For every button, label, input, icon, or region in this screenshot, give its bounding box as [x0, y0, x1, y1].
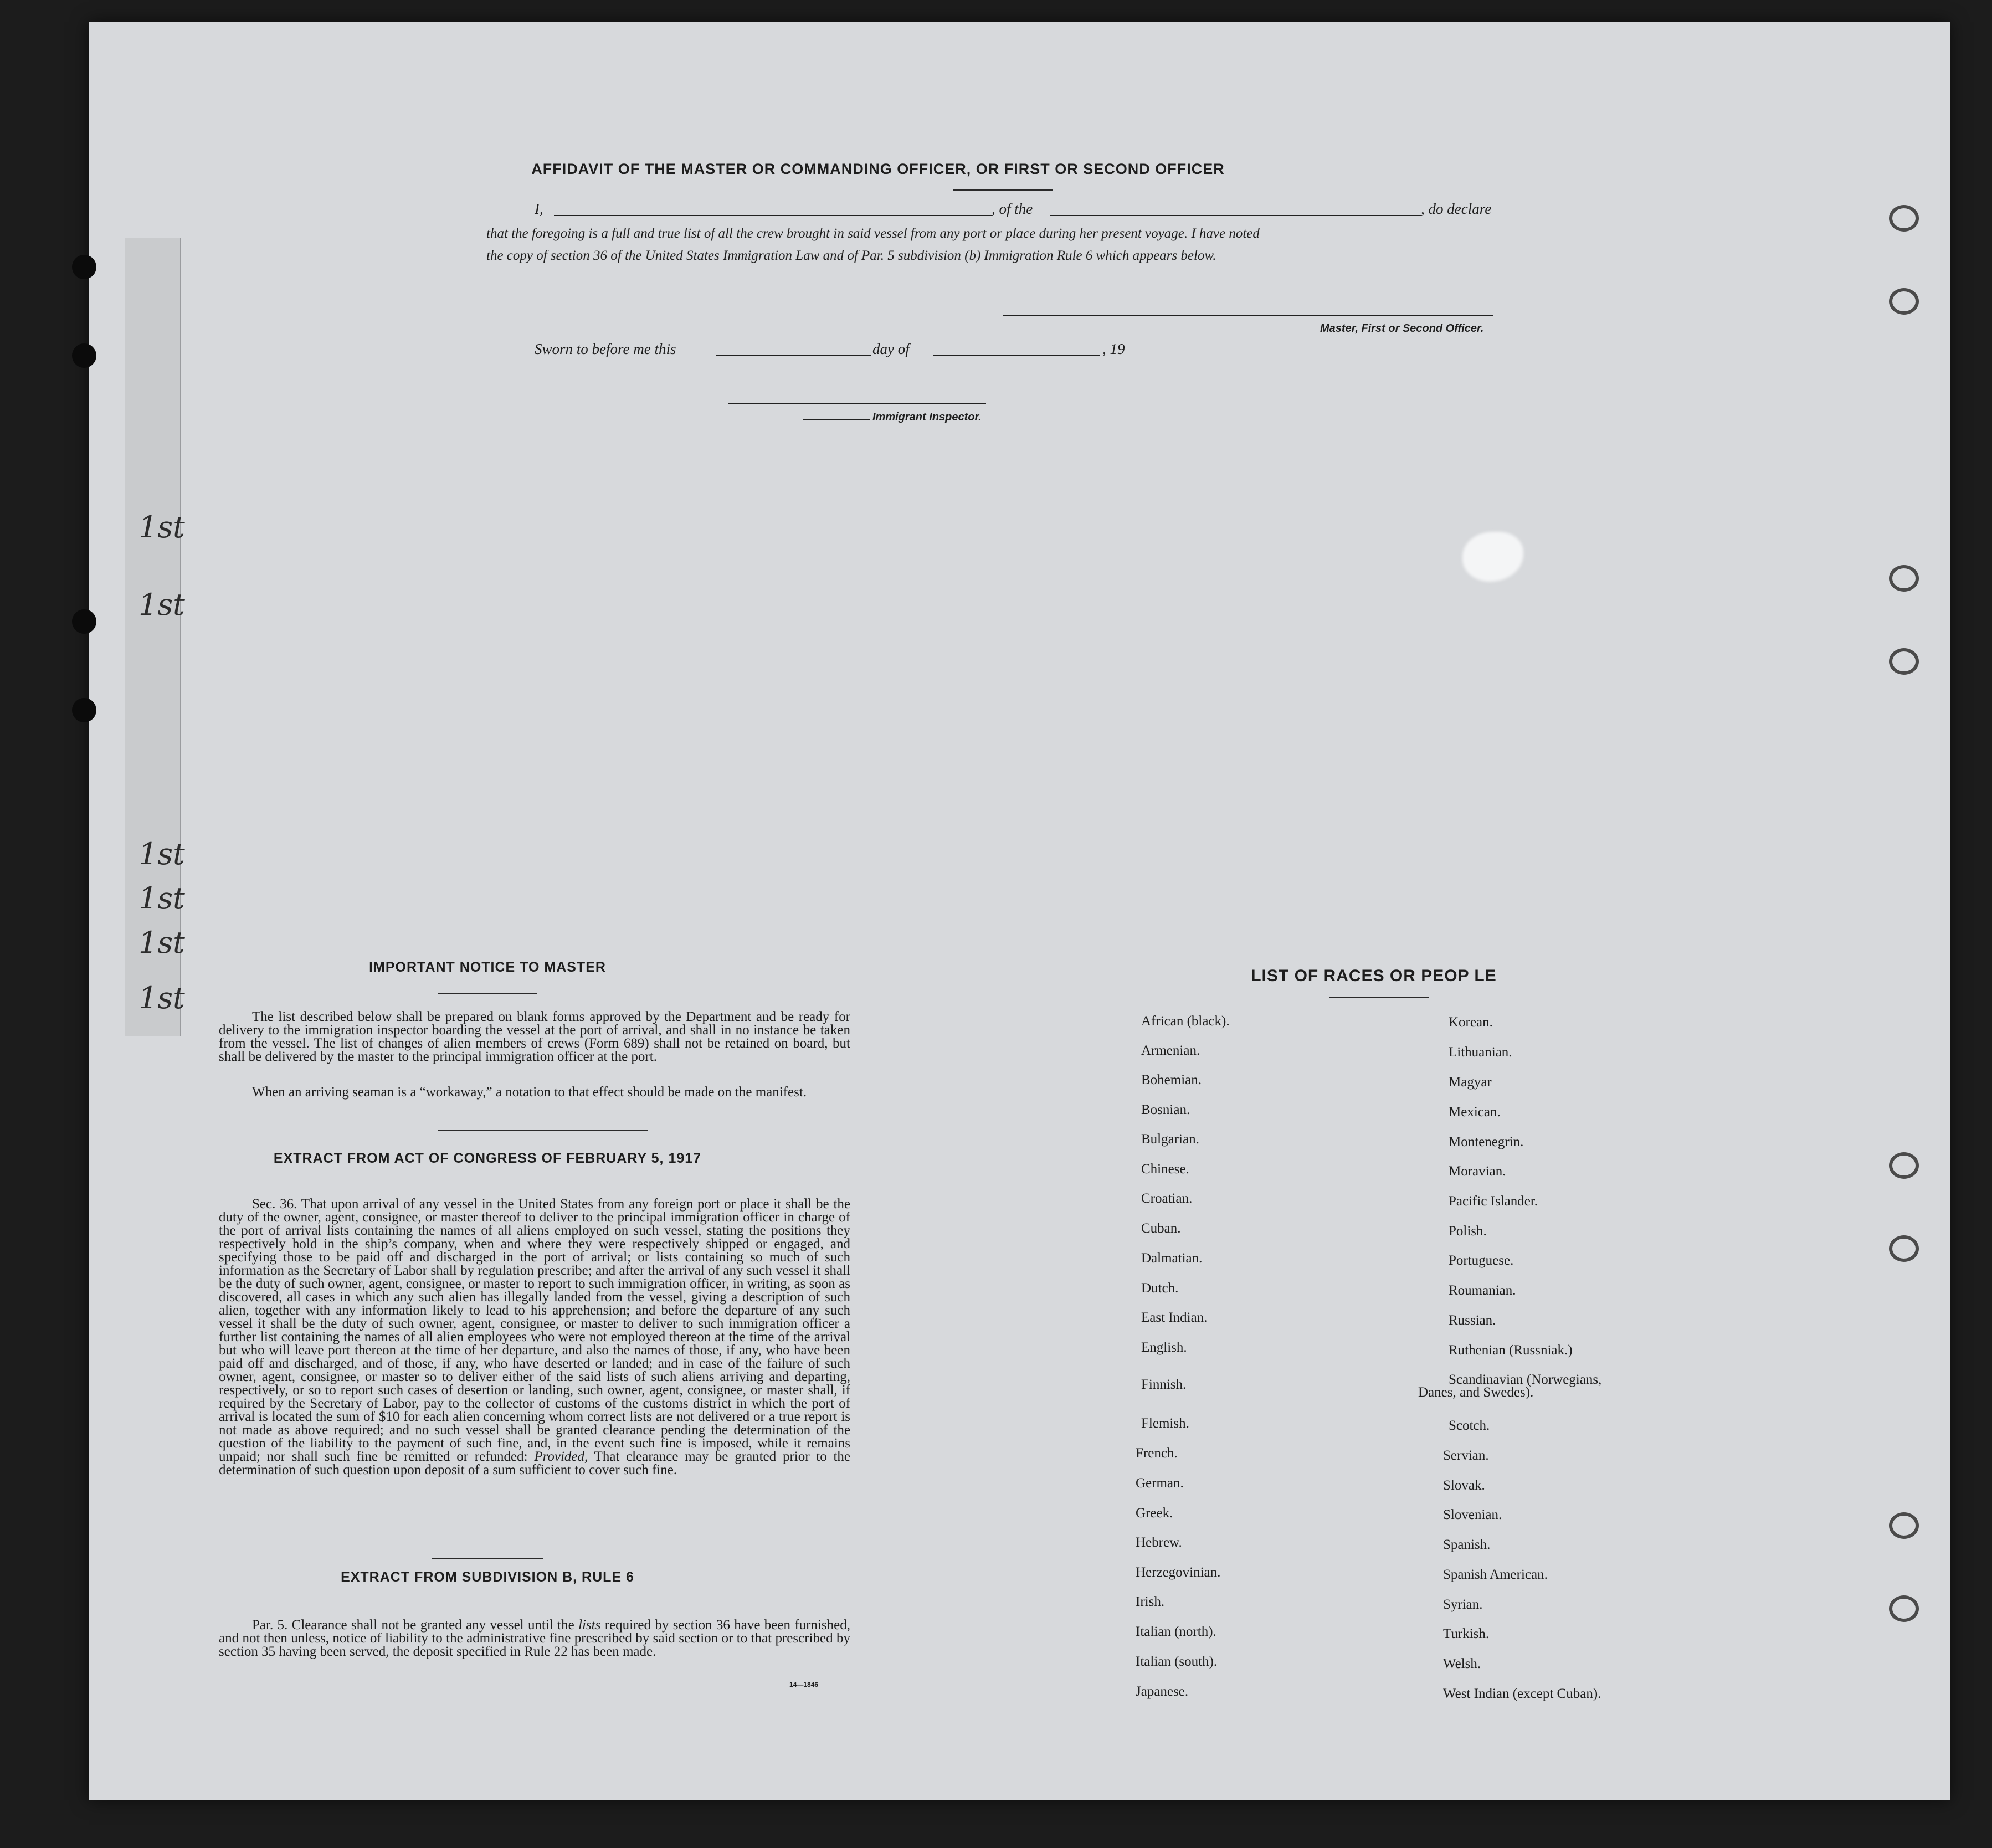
act-divider — [432, 1558, 543, 1559]
race-item: Finnish. — [1141, 1377, 1187, 1392]
race-item: Roumanian. — [1449, 1283, 1516, 1298]
lists-word: lists — [578, 1618, 601, 1633]
i-label: I, — [535, 201, 543, 217]
race-item: Lithuanian. — [1449, 1045, 1512, 1060]
race-item: French. — [1136, 1446, 1178, 1461]
notice-title: IMPORTANT NOTICE TO MASTER — [369, 959, 606, 975]
race-item: Armenian. — [1141, 1043, 1200, 1058]
race-item: Hebrew. — [1136, 1535, 1182, 1550]
margin-mark: 1st — [138, 881, 185, 916]
race-item: Montenegrin. — [1449, 1135, 1524, 1149]
binding-ring — [1889, 565, 1919, 592]
race-item: Flemish. — [1141, 1416, 1189, 1431]
declaration-line-2: the copy of section 36 of the United States Immigration Law and of Par. 5 subdivision (b) Immigration Rule 6 which appears below. — [486, 248, 1216, 263]
race-item: Welsh. — [1443, 1656, 1481, 1671]
binding-ring — [1889, 648, 1919, 675]
binding-hole — [72, 343, 96, 368]
race-item: Slovenian. — [1443, 1507, 1502, 1522]
vessel-blank-line — [1050, 215, 1421, 216]
section-label: Sec. 36. — [252, 1197, 297, 1212]
name-blank-line — [554, 215, 992, 216]
signature-caption: Master, First or Second Officer. — [1320, 322, 1484, 335]
margin-mark: 1st — [138, 587, 185, 622]
race-item: Syrian. — [1443, 1597, 1483, 1612]
binding-ring — [1889, 1512, 1919, 1539]
race-item: Greek. — [1136, 1506, 1173, 1521]
binding-hole — [72, 609, 96, 634]
form-page — [89, 22, 1950, 1800]
sworn-label: Sworn to before me this — [535, 341, 676, 357]
race-item: Danes, and Swedes). — [1418, 1385, 1534, 1400]
margin-mark: 1st — [138, 925, 185, 960]
margin-mark: 1st — [138, 836, 185, 871]
ledger-margin-strip — [125, 238, 185, 1036]
title-rule — [953, 189, 1053, 191]
day-of-label: day of — [872, 341, 910, 357]
race-item: Bohemian. — [1141, 1072, 1202, 1087]
binding-ring — [1889, 1152, 1919, 1179]
race-item: West Indian (except Cuban). — [1443, 1686, 1601, 1701]
race-item: Ruthenian (Russniak.) — [1449, 1343, 1573, 1358]
race-item: Servian. — [1443, 1448, 1489, 1463]
section-36-text: That upon arrival of any vessel in the United States from any foreign port or place it shall be the duty of the owner, agent, consignee, or master thereof to deliver to the principal immigration officer in charge of the port of arrival lists containing the names of all aliens employed on such vessel, stating the positions they respectively hold in the ship’s company, when and where they were respectively shipped or engaged, and specifying those to be paid off and discharged in the port of arrival; or lists containing so much of such information as the Secretary of Labor shall by regulation prescribe; and after the arrival of any such vessel it shall be the duty of such owner, agent, consignee, or master to report to such immigration officer, in writing, as soon as discovered, all cases in which any such alien has illegally landed from the vessel, giving a description of such alien, together with any information likely to lead to his apprehension; and before the departure of any such vessel it shall be the duty of such owner, agent, consignee, or master to deliver to such immigration officer a further list containing the names of all alien employees who were not employed thereon at the time of the arrival but who will leave port thereon at the time of her departure, and also the names of those, if any, who have been paid off and discharged, and of those, if any, who have deserted or landed; and in case of the failure of such owner, agent, consignee, or master so to deliver either of the said lists of such aliens arriving and departing, respectively, or so to report such cases of desertion or landing, such owner, agent, consignee, or master shall, if required by the Secretary of Labor, pay to the collector of customs of the customs district in which the port of arrival is located the sum of $10 for each alien concerning whom correct lists are not delivered or a true report is not made as above required; and no such vessel shall be granted clearance pending the determination of the question of the liability to the payment of such fine, and, in the event such fine is imposed, while it remains unpaid; nor shall such fine be remitted or refunded: — [219, 1197, 850, 1464]
race-item: Slovak. — [1443, 1478, 1485, 1493]
rule-extract-title: EXTRACT FROM SUBDIVISION B, RULE 6 — [341, 1569, 634, 1585]
sworn-day-line — [716, 355, 871, 356]
race-item: Polish. — [1449, 1224, 1487, 1239]
race-item: Italian (south). — [1136, 1654, 1218, 1669]
race-item: Dalmatian. — [1141, 1251, 1203, 1266]
margin-mark: 1st — [138, 981, 185, 1015]
year-label: , 19 — [1102, 341, 1125, 357]
race-item: Spanish. — [1443, 1537, 1491, 1552]
inspector-caption: Immigrant Inspector. — [872, 411, 982, 423]
race-item: Moravian. — [1449, 1164, 1506, 1179]
race-item: Magyar — [1449, 1075, 1492, 1090]
race-item: Irish. — [1136, 1594, 1165, 1609]
race-item: Scotch. — [1449, 1418, 1490, 1433]
race-item: Korean. — [1449, 1015, 1493, 1030]
paper-stain — [1462, 532, 1523, 582]
margin-mark: 1st — [138, 510, 185, 545]
race-item: Chinese. — [1141, 1162, 1189, 1177]
provided-label: Provided, — [534, 1449, 588, 1464]
race-item: Portuguese. — [1449, 1253, 1514, 1268]
race-item: Pacific Islander. — [1449, 1194, 1538, 1209]
binding-ring — [1889, 1235, 1919, 1262]
race-item: Japanese. — [1136, 1684, 1189, 1699]
binding-hole — [72, 255, 96, 279]
rule-text-end: required by section 36 have been furnished, and not then unless, notice of liability to the administrative fine prescribed by said section or to that prescribed by section 35 having been served, the deposit specified in Rule 22 has been made. — [219, 1618, 850, 1659]
binding-hole — [72, 698, 96, 722]
race-item: African (black). — [1141, 1014, 1230, 1029]
race-item: Bosnian. — [1141, 1102, 1190, 1117]
race-item: Turkish. — [1443, 1626, 1490, 1641]
act-extract-body — [219, 1198, 850, 1477]
affidavit-title: AFFIDAVIT OF THE MASTER OR COMMANDING OFFICER, OR FIRST OR SECOND OFFICER — [531, 161, 1225, 177]
race-item: Cuban. — [1141, 1221, 1181, 1236]
rule-extract-body — [219, 1619, 850, 1659]
form-number: 14—1846 — [789, 1681, 819, 1688]
races-rule — [1329, 997, 1429, 998]
notice-divider — [438, 1130, 648, 1131]
race-item: Russian. — [1449, 1313, 1496, 1328]
binding-ring — [1889, 288, 1919, 315]
notice-paragraph-2: When an arriving seaman is a “workaway,” a notation to that effect should be made on the manifest. — [252, 1085, 807, 1100]
notice-paragraph-1: The list described below shall be prepared on blank forms approved by the Department and be ready for delivery to the immigration inspector boarding the vessel at the port of arrival, and shall in no instance be taken from the vessel. The list of changes of alien members of crews (Form 689) shall not be retained on board, but shall be delivered by the master to the principal immigration officer at the port. — [219, 1009, 850, 1064]
race-item: Scandinavian (Norwegians, — [1449, 1372, 1602, 1387]
signature-line — [1003, 315, 1493, 316]
race-item: Bulgarian. — [1141, 1132, 1199, 1147]
race-item: East Indian. — [1141, 1310, 1208, 1325]
act-extract-title: EXTRACT FROM ACT OF CONGRESS OF FEBRUARY 5, 1917 — [273, 1151, 702, 1166]
inspector-signature-line — [728, 403, 986, 404]
declaration-line-1: that the foregoing is a full and true list of all the crew brought in said vessel from any port or place during her present voyage. I have noted — [486, 226, 1260, 241]
section-36-text-end: That clearance may be granted prior to the determination of such question upon deposit of a sum sufficient to cover such fine. — [219, 1449, 850, 1477]
binding-ring — [1889, 1595, 1919, 1622]
race-item: Spanish American. — [1443, 1567, 1548, 1582]
declare-label: , do declare — [1421, 201, 1492, 217]
binding-ring — [1889, 205, 1919, 232]
of-the-label: , of the — [992, 201, 1033, 217]
inspector-caption-leader — [803, 419, 870, 420]
rule-text-start: Par. 5. Clearance shall not be granted any vessel until the — [252, 1618, 574, 1633]
notice-rule — [438, 993, 537, 994]
race-item: Mexican. — [1449, 1105, 1501, 1120]
sworn-month-line — [933, 355, 1100, 356]
race-item: Croatian. — [1141, 1191, 1193, 1206]
race-item: Herzegovinian. — [1136, 1565, 1221, 1580]
race-item: Dutch. — [1141, 1281, 1179, 1296]
race-item: English. — [1141, 1340, 1187, 1355]
race-item: Italian (north). — [1136, 1624, 1216, 1639]
race-item: German. — [1136, 1476, 1184, 1491]
races-title: LIST OF RACES OR PEOP LE — [1251, 967, 1497, 985]
